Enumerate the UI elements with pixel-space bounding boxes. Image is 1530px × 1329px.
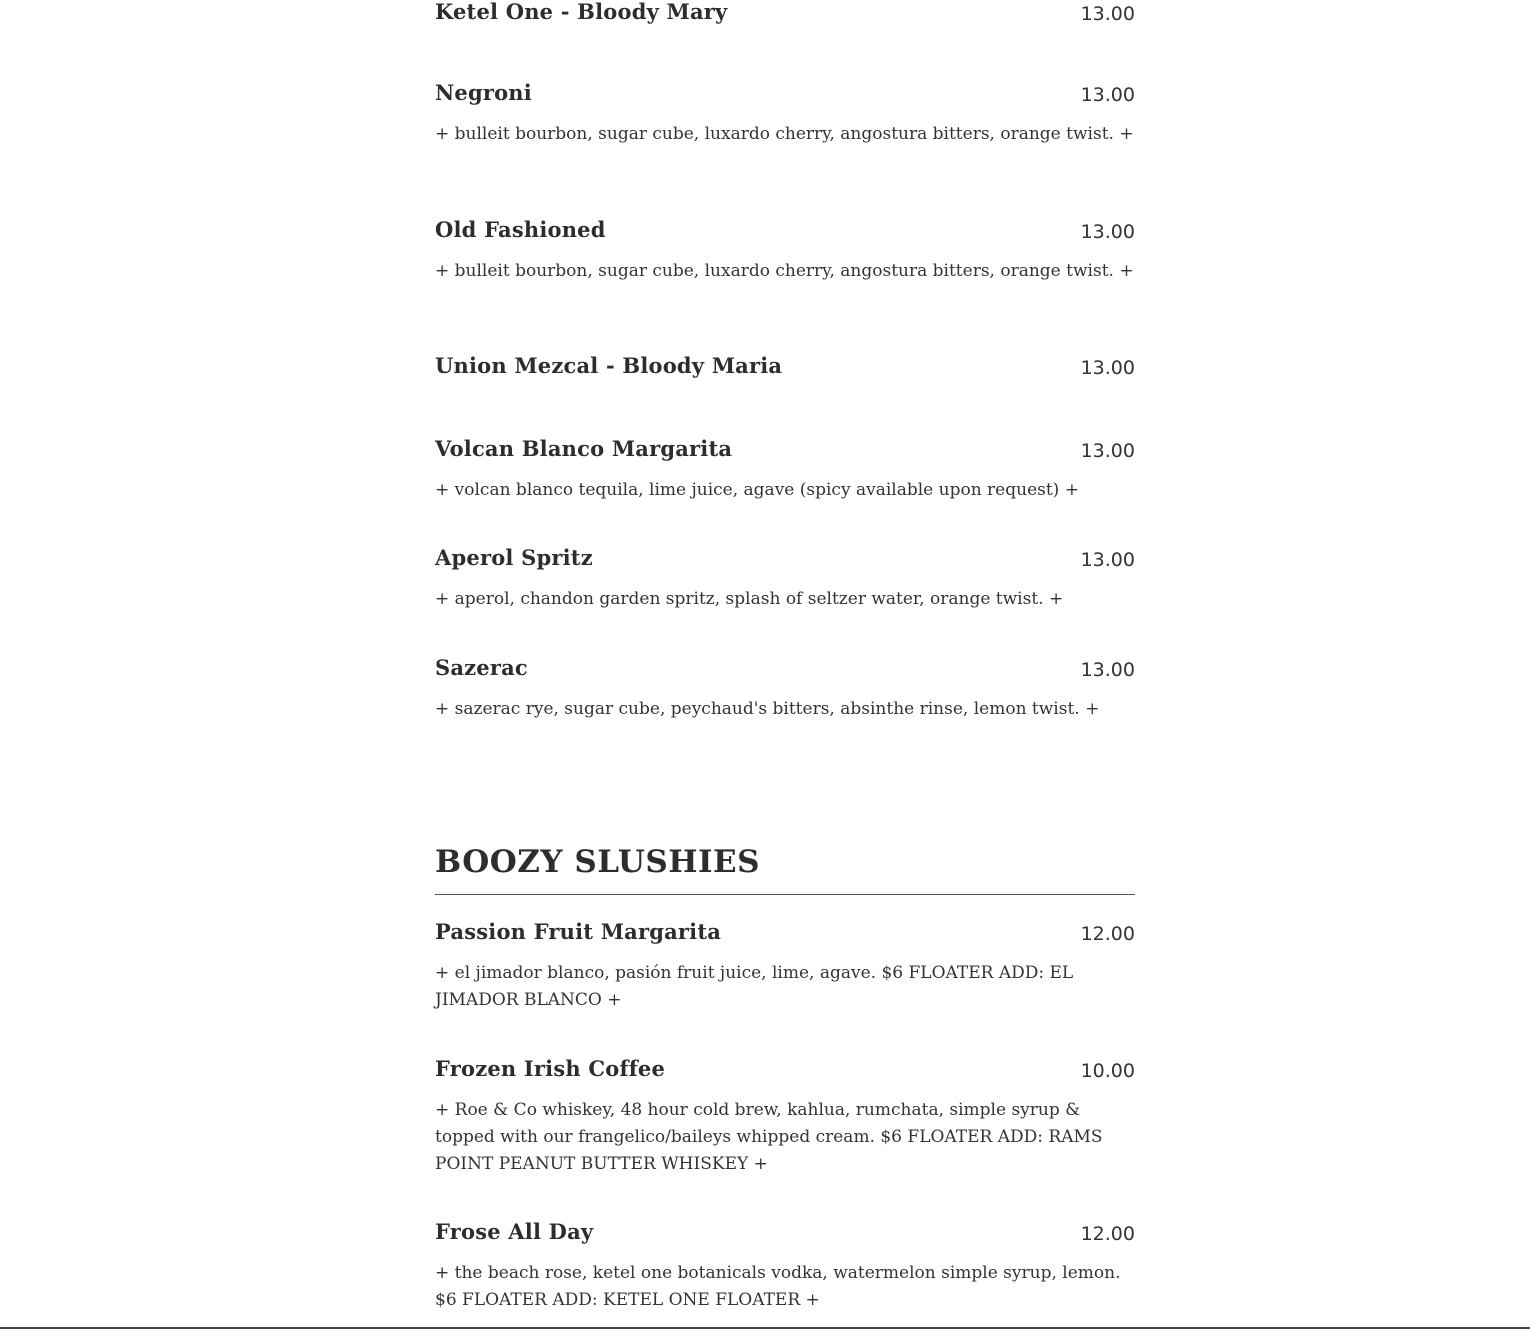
item-description: + bulleit bourbon, sugar cube, luxardo cherry, angostura bitters, orange twist. + — [435, 124, 1134, 144]
item-description: + volcan blanco tequila, lime juice, agave (spicy available upon request) + — [435, 480, 1079, 500]
item-price: 13.00 — [1080, 357, 1135, 379]
section-title-boozy-slushies: BOOZY SLUSHIES — [435, 844, 761, 880]
item-price: 13.00 — [1080, 3, 1135, 25]
item-name: Union Mezcal - Bloody Maria — [435, 353, 783, 378]
item-name: Sazerac — [435, 655, 528, 680]
item-price: 13.00 — [1080, 221, 1135, 243]
item-description: + el jimador blanco, pasión fruit juice, lime, agave. $6 FLOATER ADD: EL JIMADOR BLANCO + — [435, 963, 1074, 1010]
item-description: + bulleit bourbon, sugar cube, luxardo cherry, angostura bitters, orange twist. + — [435, 261, 1134, 281]
item-description: + the beach rose, ketel one botanicals vodka, watermelon simple syrup, lemon. $6 FLOATER ADD: KETEL ONE FLOATER + — [435, 1263, 1121, 1310]
item-description: + aperol, chandon garden spritz, splash of seltzer water, orange twist. + — [435, 589, 1064, 609]
item-price: 13.00 — [1080, 84, 1135, 106]
item-name: Passion Fruit Margarita — [435, 919, 722, 944]
section-divider — [435, 894, 1135, 895]
item-price: 13.00 — [1080, 659, 1135, 681]
item-name: Volcan Blanco Margarita — [435, 436, 733, 461]
item-price: 12.00 — [1080, 1223, 1135, 1245]
item-description: + Roe & Co whiskey, 48 hour cold brew, kahlua, rumchata, simple syrup & topped with our frangelico/baileys whipped cream. $6 FLOATER ADD: RAMS POINT PEANUT BUTTER WHISKEY + — [435, 1100, 1103, 1174]
item-name: Frose All Day — [435, 1219, 594, 1244]
item-price: 13.00 — [1080, 549, 1135, 571]
item-price: 10.00 — [1080, 1060, 1135, 1082]
item-name: Ketel One - Bloody Mary — [435, 0, 728, 24]
item-name: Aperol Spritz — [435, 545, 593, 570]
item-name: Negroni — [435, 80, 532, 105]
item-name: Frozen Irish Coffee — [435, 1056, 666, 1081]
item-name: Old Fashioned — [435, 217, 606, 242]
item-price: 12.00 — [1080, 923, 1135, 945]
item-price: 13.00 — [1080, 440, 1135, 462]
item-description: + sazerac rye, sugar cube, peychaud's bitters, absinthe rinse, lemon twist. + — [435, 699, 1100, 719]
